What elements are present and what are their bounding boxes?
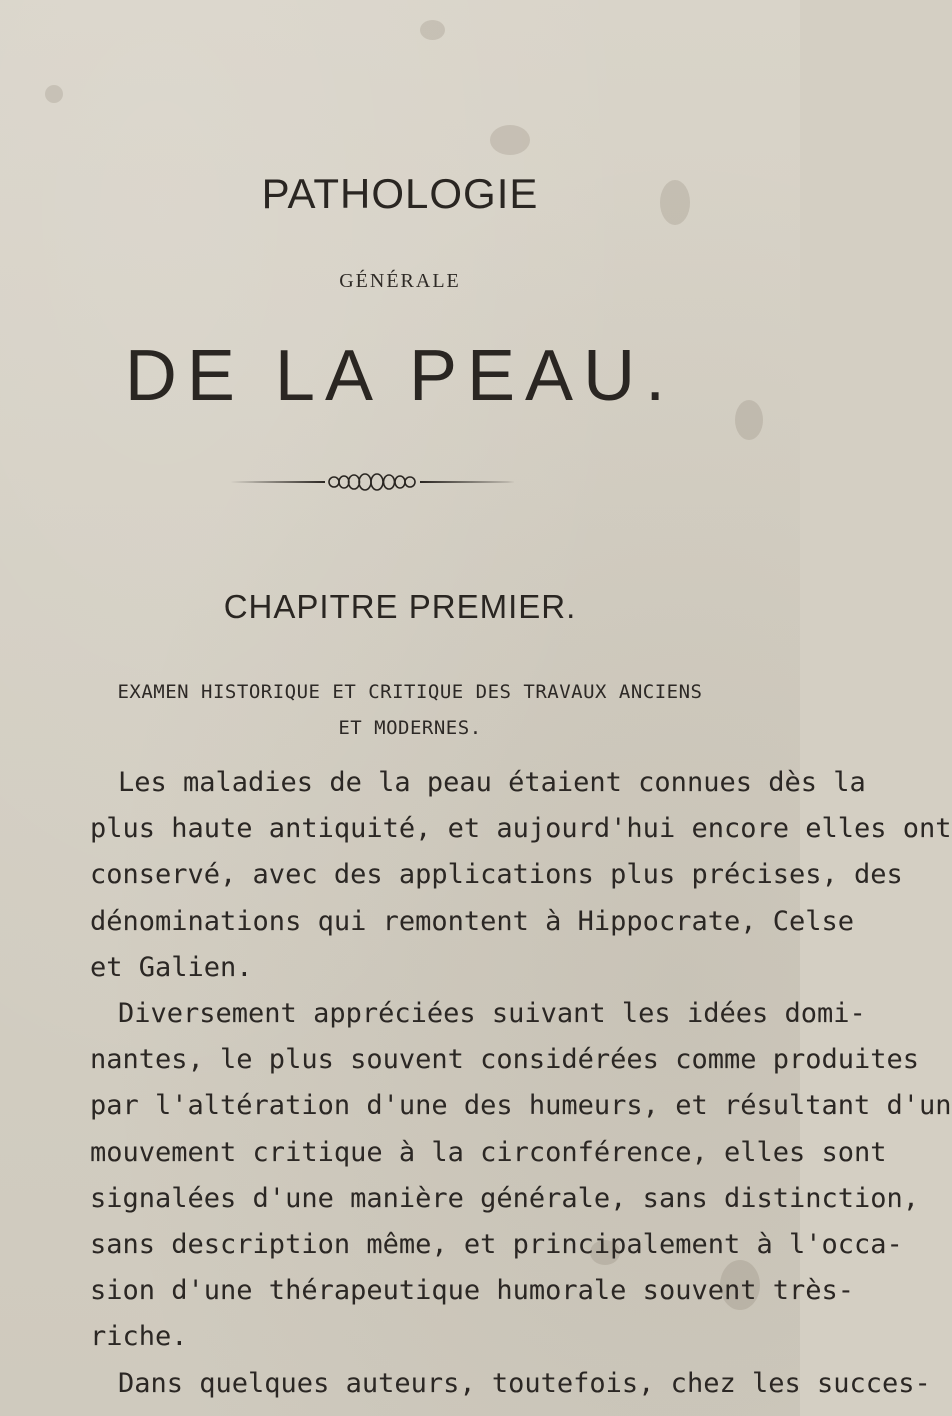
text-line: conservé, avec des applications plus précises, des: [90, 859, 903, 891]
book-title-pathologie: PATHOLOGIE: [261, 170, 539, 217]
text-line: sans description même, et principalement à l'occa-: [90, 1229, 903, 1261]
chapter-subheading-line: EXAMEN HISTORIQUE ET CRITIQUE DES TRAVAUX ANCIENS: [117, 681, 703, 703]
text-line: Les maladies de la peau étaient connues dès la: [118, 767, 866, 798]
book-title-generale: GÉNÉRALE: [339, 270, 461, 292]
body-paragraphs: [90, 760, 952, 1407]
chapter-heading: CHAPITRE PREMIER.: [223, 588, 577, 625]
text-line: dénominations qui remontent à Hippocrate, Celse: [90, 905, 855, 937]
ornament-rule: [230, 470, 515, 494]
text-line: Diversement appréciées suivant les idées domi-: [118, 998, 866, 1030]
text-line: riche.: [90, 1321, 188, 1353]
text-line: Dans quelques auteurs, toutefois, chez les succes-: [118, 1367, 931, 1399]
text-line: et Galien.: [90, 951, 253, 983]
text-line: signalées d'une manière générale, sans distinction,: [90, 1182, 920, 1214]
text-line: nantes, le plus souvent considérées comme produites: [90, 1044, 920, 1076]
paper-spot: [45, 85, 63, 103]
book-title-de-la-peau: DE LA PEAU.: [124, 336, 676, 416]
chapter-subheading-line: ET MODERNES.: [338, 717, 482, 739]
text-line: plus haute antiquité, et aujourd'hui encore elles ont: [90, 813, 952, 845]
paper-spot: [490, 125, 530, 155]
text-line: mouvement critique à la circonférence, elles sont: [90, 1136, 887, 1168]
text-line: par l'altération d'une des humeurs, et résultant d'un: [90, 1090, 952, 1122]
text-line: sion d'une thérapeutique humorale souvent très-: [90, 1275, 855, 1307]
chapter-subheading: [110, 674, 710, 746]
paper-spot: [420, 20, 445, 40]
